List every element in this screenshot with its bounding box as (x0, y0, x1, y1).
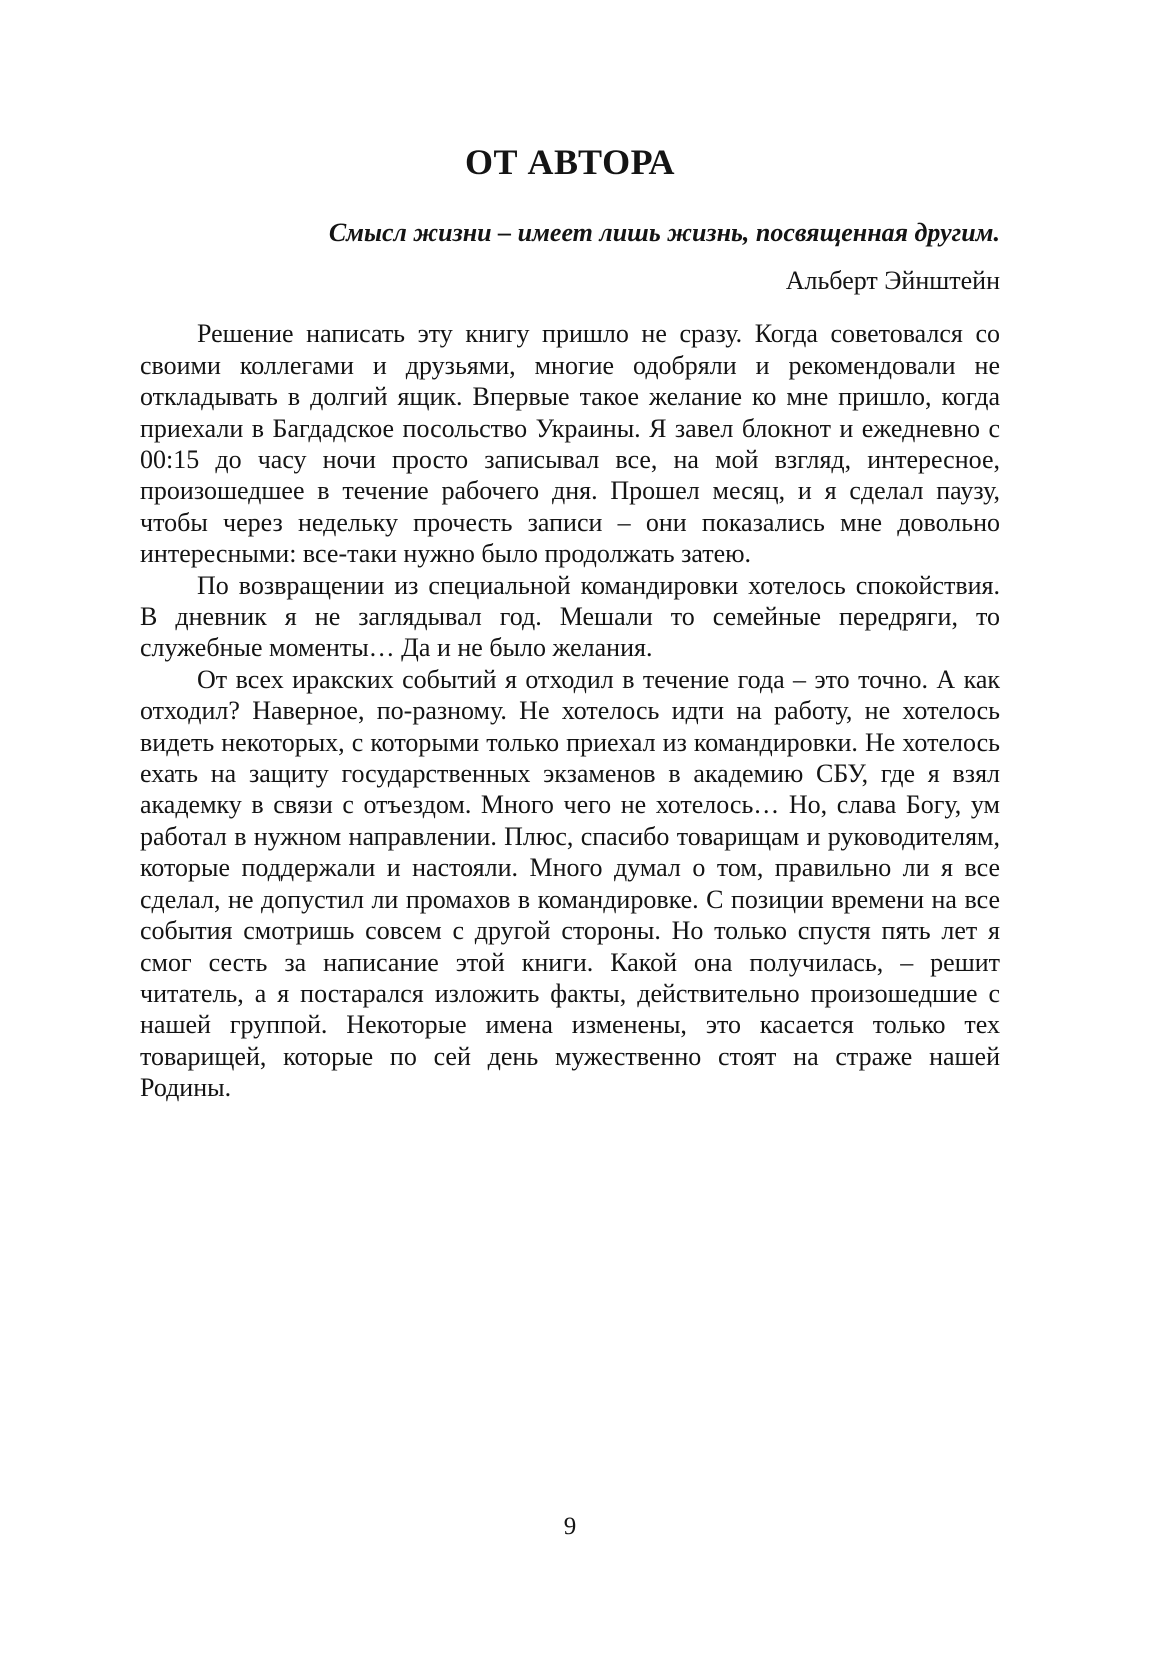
epigraph-attribution: Альберт Эйнштейн (785, 266, 1000, 296)
paragraph-3: От всех иракских событий я отходил в течение года – это точно. А как отходил? Наверное, по-разному. Не хотелось идти на работу, не хотелось видеть некоторых, с которыми только приехал из командировки. Не хотелось ехать на защиту государственных экзаменов в академию СБУ, где я взял академку в связи с отъездом. Много чего не хотелось… Но, слава Богу, ум работал в нужном направлении. Плюс, спасибо товарищам и руководителям, которые поддержали и настояли. Много думал о том, правильно ли я все сделал, не допустил ли промахов в командировке. С позиции времени на все события смотришь совсем с другой стороны. Но только спустя пять лет я смог сесть за написание этой книги. Какой она получилась, – решит читатель, а я постарался изложить факты, действительно произошедшие с нашей группой. Некоторые имена изменены, это касается только тех товарищей, которые по сей день мужественно стоят на страже нашей Родины. (140, 664, 1000, 1103)
paragraph-2: По возвращении из специальной командировки хотелось спокойствия. В дневник я не заглядывал год. Мешали то семейные передряги, то служебные моменты… Да и не было желания. (140, 570, 1000, 663)
epigraph-text: Смысл жизни – имеет лишь жизнь, посвященная другим. (328, 218, 1000, 248)
paragraph-1: Решение написать эту книгу пришло не сразу. Когда советовался со своими коллегами и друзьями, многие одобряли и рекомендовали не откладывать в долгий ящик. Впервые такое желание ко мне пришло, когда приехали в Багдадское посольство Украины. Я завел блокнот и ежедневно с 00:15 до часу ночи просто записывал все, на мой взгляд, интересное, произошедшее в течение рабочего дня. Прошел месяц, и я сделал паузу, чтобы через недельку прочесть записи – они показались мне довольно интересными: все-таки нужно было продолжать затею. (140, 319, 1000, 569)
chapter-title: ОТ АВТОРА (465, 142, 675, 182)
page-number: 9 (563, 1513, 577, 1540)
text-block (140, 0, 1000, 1104)
body-text (140, 318, 1000, 1103)
